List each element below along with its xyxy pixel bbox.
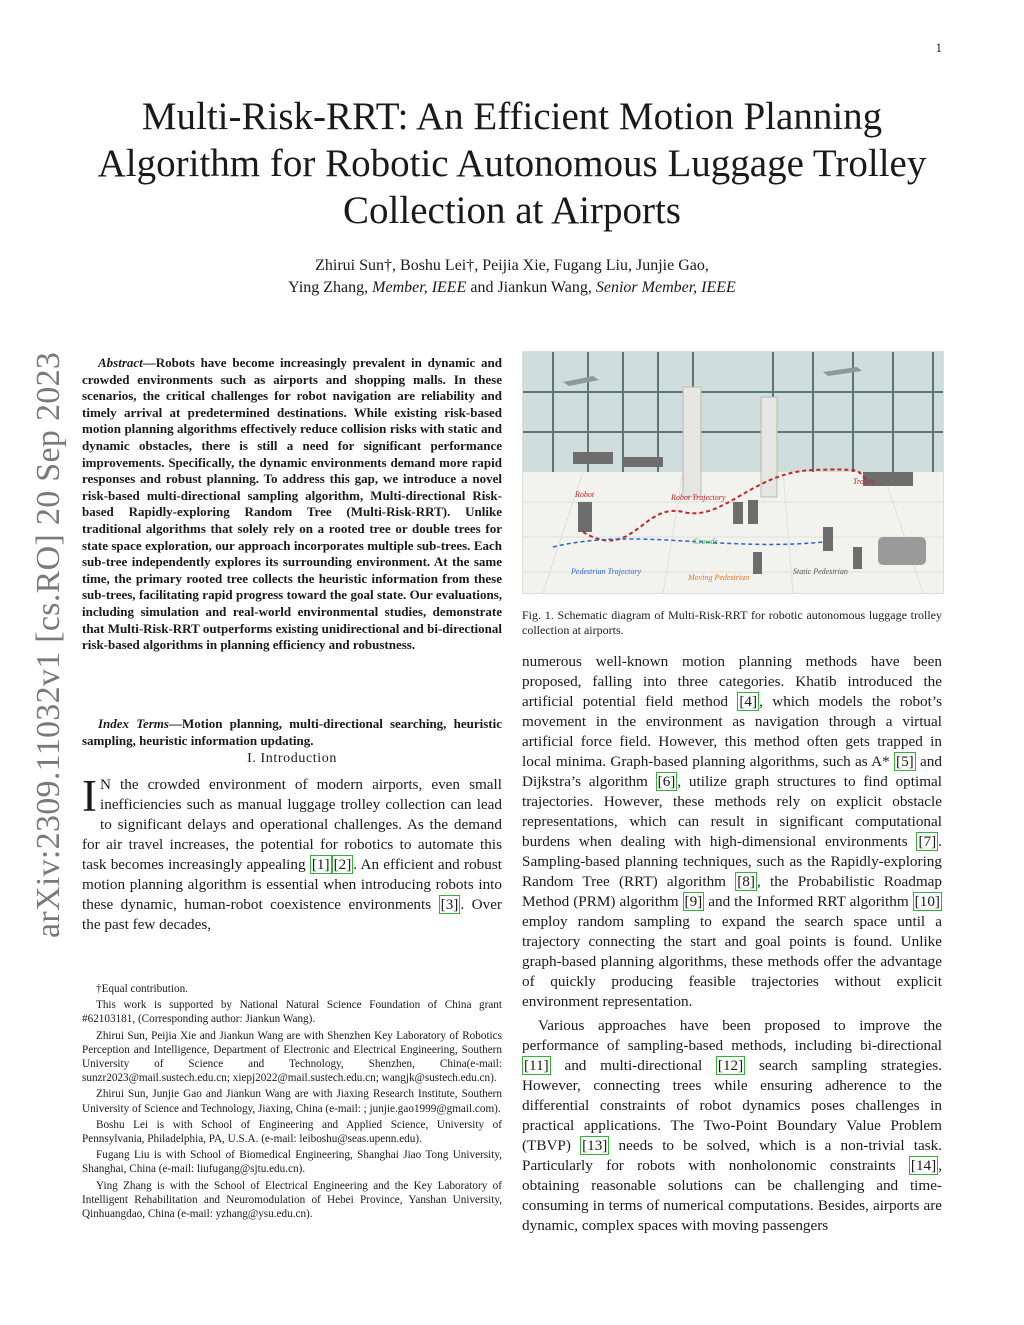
page-number: 1 — [935, 40, 942, 55]
citation-link[interactable]: [3] — [440, 896, 459, 913]
label-robot-trajectory: Robot Trajectory — [671, 493, 726, 502]
index-terms: Index Terms—Motion planning, multi-directional searching, heuristic sampling, heuristic information updating. — [82, 716, 502, 748]
citation-link[interactable]: [5] — [896, 753, 914, 770]
footnote: Ying Zhang is with the School of Electrical Engineering and the Key Laboratory of Intelligent Rehabilitation and Neuromodulation of Hebei Province, Yanshan University, Qinhuangdao, China (e-mail: yzhang@ysu.edu.cn). — [82, 1179, 502, 1221]
author-line-1: Zhirui Sun†, Boshu Lei†, Peijia Xie, Fugang Liu, Junjie Gao, — [315, 257, 709, 274]
footnote: This work is supported by National Natural Science Foundation of China grant #62103181, (Corresponding author: Jiankun Wang). — [82, 999, 502, 1026]
paper-title: Multi-Risk-RRT: An Efficient Motion Planning Algorithm for Robotic Autonomous Luggage Trolley Collection at Airports — [97, 95, 927, 232]
figure-1-illustration — [522, 351, 944, 594]
footnote: Boshu Lei is with School of Engineering and Applied Science, University of Pennsylvania, Philadelphia, PA, U.S.A. (e-mail: leiboshu@seas.upenn.edu). — [82, 1118, 502, 1146]
citation-link[interactable]: [14] — [910, 1157, 937, 1174]
citation-link[interactable]: [11] — [524, 1057, 549, 1074]
footnote: Zhirui Sun, Peijia Xie and Jiankun Wang are with Shenzhen Key Laboratory of Robotics Perception and Intelligence, Department of Electronic and Electrical Engineering, Southern University of Science and Technology, Shenzhen, China(e-mail: sunzr2023@mail.sustech.edu.cn; xiepj2022@mail.sustech.edu.cn; wangjk@sustech.edu.cn). — [82, 1029, 502, 1085]
author-list — [90, 255, 934, 299]
citation-link[interactable]: [4] — [739, 693, 758, 710]
paragraph: Various approaches have been proposed to improve the performance of sampling-based methods, including bi-directional [11] and multi-directional [12] search sampling strategies. However, connecting trees while ensuring adherence to the differential constraints of robot dynamics poses challenges in practical applications. The Two-Point Boundary Value Problem (TBVP) [13] needs to be solved, which is a non-trivial task. Particularly for robots with nonholonomic constraints [14] , obtaining reasonable solutions can be challenging and time-consuming in terms of numerical computations. Besides, airports are dynamic, complex spaces with moving passengers — [522, 1017, 942, 1234]
introduction-paragraph: I N the crowded environment of modern airports, even small inefficiencies such as manual luggage trolley collection can lead to significant delays and operational challenges. As the demand for air travel increases, the potential for robotics to automate this task becomes increasingly appealing [1] [2] . An efficient and robust motion planning algorithm is essential when introducing robots into these dynamic, human-robot coexistence environments [3] . Over the past few decades, — [82, 771, 502, 933]
citation-link[interactable]: [8] — [737, 873, 755, 890]
citation-link[interactable]: [7] — [918, 833, 937, 850]
citation-link[interactable]: [10] — [914, 893, 940, 910]
label-robot: Robot — [575, 490, 595, 499]
citation-link[interactable]: [6] — [657, 773, 676, 790]
label-pedestrian-trajectory: Pedestrian Trajectory — [571, 567, 641, 576]
label-trolley: Trolley — [853, 477, 876, 486]
paragraph: numerous well-known motion planning methods have been proposed, falling into three categories. Khatib introduced the artificial potential field method [4] , which models the robot’s movement in the environment as navigation through a virtual artificial force field. However, this method often gets trapped in local minima. Graph-based planning algorithms, such as A* [5] and Dijkstra’s algorithm [6] , utilize graph structures to find optimal trajectories. However, these methods rely on explicit obstacle representations, which can result in significant computational burdens when dealing with high-dimensional environments [7] . Sampling-based planning techniques, such as the Rapidly-exploring Random Tree (RRT) algorithm [8] , the Probabilistic Roadmap Method (PRM) algorithm [9] and the Informed RRT algorithm [10] employ random sampling to expand the search space until a trajectory connecting the start and goal points is found. Unlike graph-based planning algorithms, these methods offer the advantage of quickly producing feasible trajectories without explicit environment representation. — [522, 653, 943, 1010]
footnotes — [82, 982, 502, 1223]
citation-link[interactable]: [12] — [717, 1057, 744, 1074]
footnote: Fugang Liu is with School of Biomedical Engineering, Shanghai Jiao Tong University, Shanghai, China (e-mail: liufugang@sjtu.edu.cn). — [82, 1149, 502, 1176]
label-static-pedestrian: Static Pedestrian — [793, 567, 848, 576]
citation-link[interactable]: [1] — [311, 856, 330, 873]
label-crowds: Crowds — [693, 537, 718, 546]
citation-link[interactable]: [9] — [684, 893, 703, 910]
label-moving-pedestrian: Moving Pedestrian — [688, 573, 750, 582]
footnote: †Equal contribution. — [96, 983, 188, 995]
right-column-text — [522, 652, 942, 1240]
arxiv-watermark: arXiv:2309.11032v1 [cs.RO] 20 Sep 2023 — [30, 351, 67, 938]
dropcap: I — [82, 771, 97, 821]
citation-link[interactable]: [13] — [582, 1137, 608, 1154]
abstract: Abstract—Robots have become increasingly prevalent in dynamic and crowded environments such as airports and shopping malls. In these scenarios, the critical challenges for robot navigation are reliability and timely arrival at predetermined destinations. While existing risk-based motion planning algorithms effectively reduce collision risks with static and dynamic obstacles, there is still a need for significant performance improvements. Specifically, the dynamic environments demand more rapid responses and robust planning. To address this gap, we introduce a novel risk-based multi-directional sampling algorithm, Multi-directional Risk-based Rapidly-exploring Random Tree (Multi-Risk-RRT). Unlike traditional algorithms that solely rely on a rooted tree or double trees for state space exploration, our approach incorporates multiple sub-trees. Each sub-tree independently explores its surrounding environment. At the same time, the primary rooted tree collects the heuristic information from these sub-trees, facilitating rapid progress toward the goal state. Our evaluations, including simulation and real-world environmental studies, demonstrate that Multi-Risk-RRT outperforms existing unidirectional and bi-directional risk-based algorithms in planning efficiency and robustness. — [82, 355, 502, 653]
author-line-2: Ying Zhang, Member, IEEE and Jiankun Wang, Senior Member, IEEE — [288, 279, 736, 296]
figure-caption: Fig. 1. Schematic diagram of Multi-Risk-RRT for robotic autonomous luggage trolley collection at airports. — [522, 608, 942, 637]
section-heading: I. Introduction — [247, 751, 337, 766]
citation-link[interactable]: [2] — [333, 856, 352, 873]
footnote: Zhirui Sun, Junjie Gao and Jiankun Wang are with Jiaxing Research Institute, Southern University of Science and Technology, Jiaxing, China (e-mail: ; junjie.gao1999@gmail.com). — [82, 1088, 502, 1115]
